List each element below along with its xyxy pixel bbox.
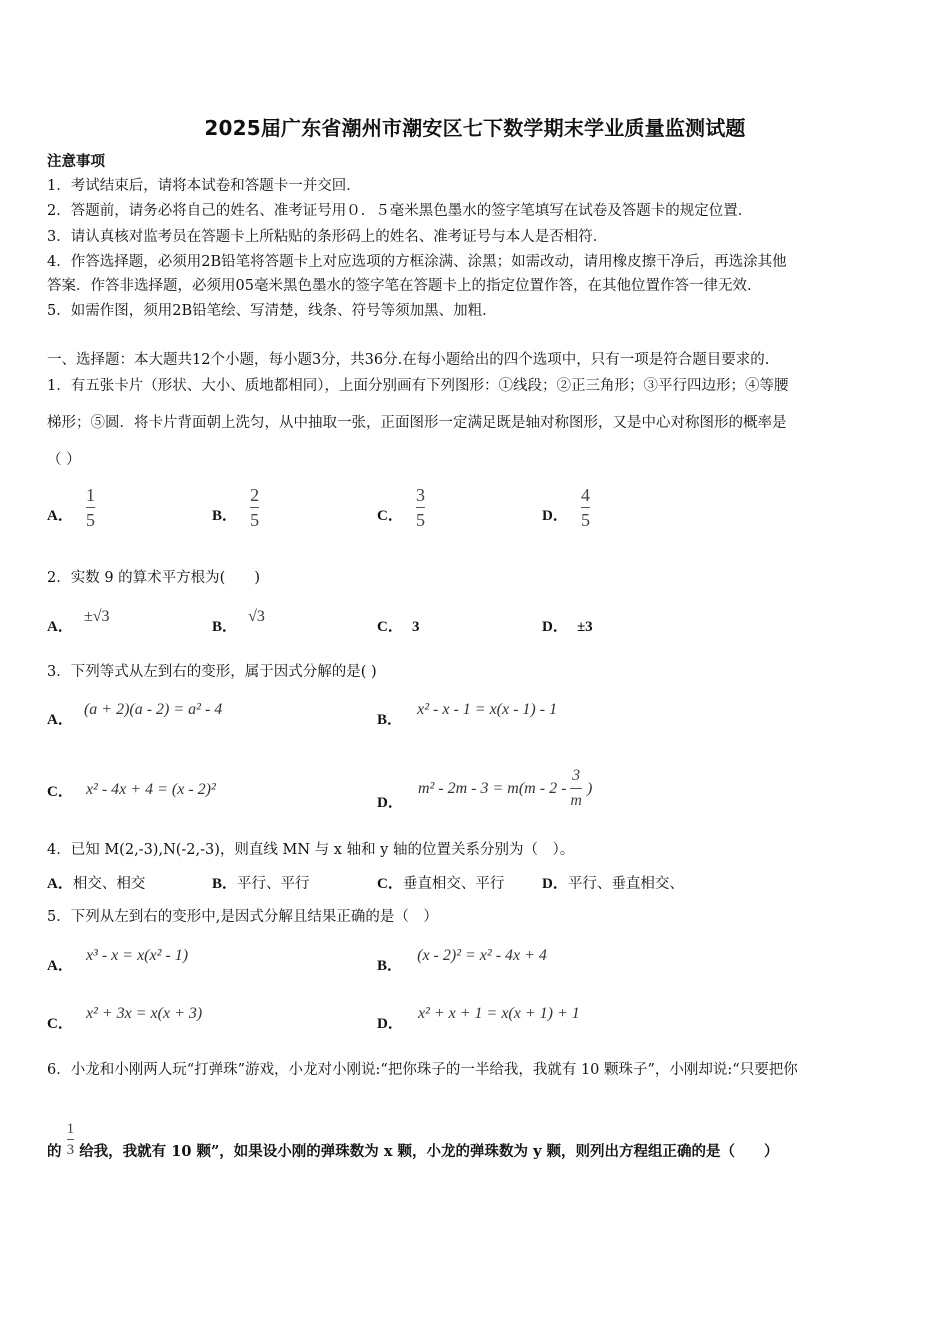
q5-option-a[interactable] bbox=[47, 944, 189, 974]
question-1-line-3: （ ） bbox=[47, 452, 81, 468]
option-label: D． bbox=[377, 1016, 403, 1032]
option-math: x² + x + 1 = x(x + 1) + 1 bbox=[417, 1005, 580, 1022]
question-2-stem: 2．实数 9 的算术平方根为( ) bbox=[47, 570, 260, 586]
fraction-denominator: 5 bbox=[415, 510, 425, 530]
option-math: x² + 3x = x(x + 3) bbox=[85, 1005, 203, 1022]
notice-item: 5．如需作图，须用2B铅笔绘、写清楚，线条、符号等须加黑、加粗． bbox=[47, 303, 497, 319]
option-math: (x - 2)² = x² - 4x + 4 bbox=[417, 947, 547, 964]
fraction bbox=[67, 1120, 75, 1159]
question-1-line-1: 1．有五张卡片（形状、大小、质地都相同），上面分别画有下列图形：①线段；②正三角形；③平行四边形；④等腰 bbox=[47, 378, 789, 394]
option-label: B． bbox=[212, 876, 238, 892]
q4-option-a[interactable] bbox=[47, 874, 145, 894]
option-text: 相交、相交 bbox=[72, 876, 146, 892]
option-label: A． bbox=[47, 876, 73, 892]
option-label: D． bbox=[377, 795, 403, 811]
fraction-denominator: m bbox=[570, 792, 582, 809]
notice-item: 3．请认真核对监考员在答题卡上所粘贴的条形码上的姓名、准考证号与本人是否相符． bbox=[47, 229, 608, 245]
option-label: D． bbox=[542, 508, 568, 524]
option-text: 平行、垂直相交、 bbox=[567, 876, 684, 892]
fraction-numerator: 2 bbox=[250, 485, 260, 505]
q1-option-b[interactable] bbox=[212, 484, 259, 531]
notice-item: 答案．作答非选择题，必须用05毫米黑色墨水的签字笔在答题卡上的指定位置作答，在其他位置作答一律无效． bbox=[47, 278, 762, 294]
fraction-numerator: 1 bbox=[66, 1121, 75, 1137]
question-5-stem: 5．下列从左到右的变形中,是因式分解且结果正确的是（ ） bbox=[47, 909, 438, 925]
page-title: 2025届广东省潮州市潮安区七下数学期末学业质量监测试题 bbox=[204, 116, 746, 140]
fraction bbox=[416, 484, 425, 531]
q4-option-d[interactable] bbox=[542, 874, 684, 894]
option-math: x² - x - 1 = x(x - 1) - 1 bbox=[417, 701, 558, 718]
option-label: A． bbox=[47, 712, 73, 728]
fraction bbox=[581, 484, 590, 531]
option-math: m² - 2m - 3 = m(m - 2 - bbox=[417, 780, 571, 797]
option-label: A． bbox=[47, 619, 73, 635]
option-math: x² - 4x + 4 = (x - 2)² bbox=[85, 781, 216, 798]
option-label: D． bbox=[542, 619, 568, 635]
option-text: 平行、平行 bbox=[237, 876, 310, 892]
option-text: 垂直相交、平行 bbox=[402, 876, 505, 892]
fraction-numerator: 3 bbox=[415, 485, 425, 505]
fraction-denominator: 3 bbox=[66, 1142, 75, 1158]
option-label: C． bbox=[377, 508, 403, 524]
option-label: C． bbox=[47, 1016, 73, 1032]
q2-option-b[interactable] bbox=[212, 605, 265, 635]
q5-option-c[interactable] bbox=[47, 1002, 203, 1032]
notice-item: 1．考试结束后，请将本试卷和答题卡一并交回． bbox=[47, 178, 361, 194]
fraction-numerator: 3 bbox=[572, 767, 581, 784]
q2-option-a[interactable] bbox=[47, 605, 110, 635]
q5-option-b[interactable] bbox=[377, 944, 547, 974]
option-value: 3 bbox=[411, 619, 420, 635]
option-label: C． bbox=[47, 784, 73, 800]
q6-prefix: 的 bbox=[47, 1143, 62, 1160]
notice-item: 2．答题前，请务必将自己的姓名、准考证号用０．５毫米黑色墨水的签字笔填写在试卷及答题卡的规定位置． bbox=[47, 203, 753, 219]
option-label: B． bbox=[377, 958, 403, 974]
q1-option-c[interactable] bbox=[377, 484, 425, 531]
option-label: B． bbox=[212, 508, 238, 524]
fraction-numerator: 4 bbox=[580, 485, 590, 505]
option-math: x³ - x = x(x² - 1) bbox=[85, 947, 189, 964]
question-3-stem: 3．下列等式从左到右的变形，属于因式分解的是( ) bbox=[47, 664, 377, 680]
option-math: (a + 2)(a - 2) = a² - 4 bbox=[83, 701, 223, 718]
q4-option-b[interactable] bbox=[212, 874, 310, 894]
section-heading: 一、选择题：本大题共12个小题，每小题3分，共36分.在每小题给出的四个选项中，只有一项是符合题目要求的. bbox=[47, 352, 770, 368]
fraction bbox=[86, 484, 95, 531]
q3-option-d[interactable] bbox=[377, 755, 593, 811]
option-label: A． bbox=[47, 508, 73, 524]
q1-option-a[interactable] bbox=[47, 484, 95, 531]
fraction bbox=[570, 765, 582, 812]
q4-option-c[interactable] bbox=[377, 874, 504, 894]
option-label: D． bbox=[542, 876, 568, 892]
option-math: ±√3 bbox=[83, 608, 110, 625]
option-label: C． bbox=[377, 619, 403, 635]
notice-item: 4．作答选择题，必须用2B铅笔将答题卡上对应选项的方框涂满、涂黑；如需改动，请用橡皮擦干净后，再选涂其他 bbox=[47, 254, 787, 270]
option-value: ±3 bbox=[576, 619, 593, 635]
q2-option-c[interactable] bbox=[377, 615, 419, 636]
q1-option-d[interactable] bbox=[542, 484, 590, 531]
question-6-line-1: 6．小龙和小刚两人玩“打弹珠”游戏，小龙对小刚说:“把你珠子的一半给我，我就有 10 颗珠子”，小刚却说:“只要把你 bbox=[47, 1062, 798, 1078]
q6-suffix: 给我，我就有 10 颗”，如果设小刚的弹珠数为 x 颗，小龙的弹珠数为 y 颗，则列出方程组正确的是（ ） bbox=[79, 1143, 779, 1160]
option-label: B． bbox=[212, 619, 238, 635]
q3-option-c[interactable] bbox=[47, 778, 216, 799]
fraction-denominator: 5 bbox=[85, 510, 95, 530]
fraction bbox=[250, 484, 259, 531]
q3-option-a[interactable] bbox=[47, 698, 223, 728]
fraction-denominator: 5 bbox=[250, 510, 260, 530]
question-4-stem: 4．已知 M(2,-3),N(-2,-3)，则直线 MN 与 x 轴和 y 轴的位置关系分别为（ ）。 bbox=[47, 842, 575, 858]
q2-option-d[interactable] bbox=[542, 615, 593, 636]
option-label: B． bbox=[377, 712, 403, 728]
option-label: C． bbox=[377, 876, 403, 892]
q5-option-d[interactable] bbox=[377, 1002, 580, 1032]
question-6-line-2 bbox=[47, 1120, 779, 1159]
fraction-numerator: 1 bbox=[85, 485, 95, 505]
option-label: A． bbox=[47, 958, 73, 974]
fraction-denominator: 5 bbox=[580, 510, 590, 530]
q3-option-b[interactable] bbox=[377, 698, 558, 728]
option-math: √3 bbox=[248, 608, 265, 625]
question-1-line-2: 梯形；⑤圆．将卡片背面朝上洗匀，从中抽取一张，正面图形一定满足既是轴对称图形，又是中心对称图形的概率是 bbox=[47, 415, 787, 431]
notice-heading: 注意事项 bbox=[47, 153, 105, 170]
option-math-close: ) bbox=[587, 780, 593, 797]
